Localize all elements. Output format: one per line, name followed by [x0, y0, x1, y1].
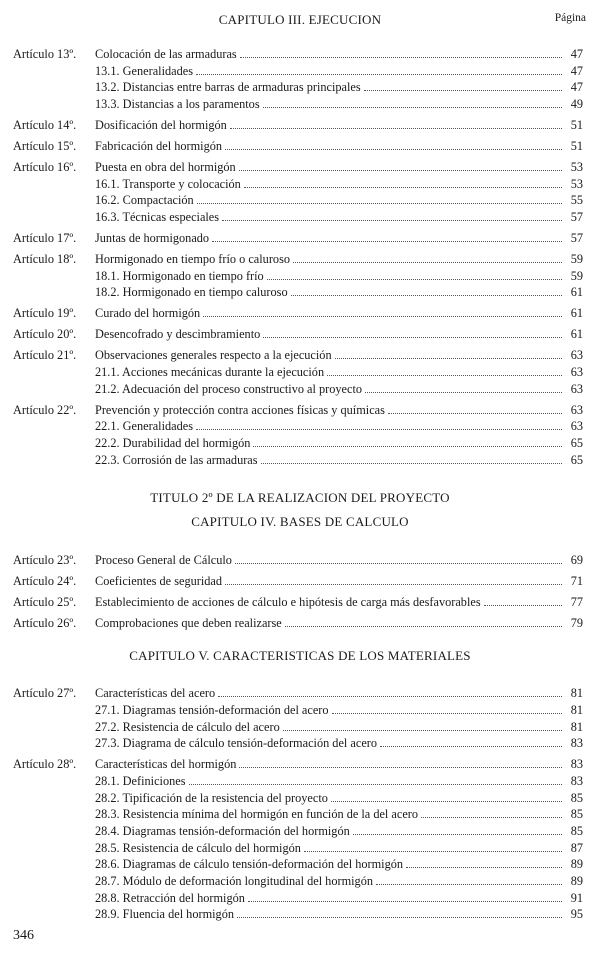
subentry-title: 18.1. Hormigonado en tiempo frío [95, 268, 264, 283]
toc-entry[interactable] [0, 756, 600, 773]
chapter-heading: CAPITULO III. EJECUCION [218, 12, 382, 27]
subentry-title: 21.2. Adecuación del proceso constructivo al proyecto [95, 381, 363, 396]
entry-title: Características del hormigón [95, 757, 237, 772]
dot-leader [196, 418, 562, 430]
article-number: Artículo 20º. [13, 327, 77, 342]
chapter-heading: CAPITULO IV. BASES DE CALCULO [191, 514, 409, 530]
subentry-title: 16.1. Transporte y colocación [95, 176, 241, 191]
dot-leader [239, 756, 562, 768]
entry-page: 63 [570, 402, 583, 417]
subentry-page: 63 [570, 419, 583, 434]
toc-article [0, 594, 600, 611]
toc-subentry[interactable] [0, 735, 600, 752]
entry-page: 61 [570, 327, 583, 342]
entry-title: Prevención y protección contra acciones físicas y químicas [95, 402, 385, 417]
toc-article [0, 305, 600, 322]
toc-subentry[interactable] [0, 702, 600, 719]
article-number: Artículo 19º. [13, 306, 77, 321]
dot-leader [239, 159, 562, 171]
dot-leader [225, 573, 562, 585]
dot-leader [388, 402, 562, 414]
subentry-title: 22.1. Generalidades [95, 419, 193, 434]
subentry-page: 81 [570, 719, 583, 734]
entry-page: 69 [570, 553, 583, 568]
article-number: Artículo 17º. [13, 231, 77, 246]
entry-page: 77 [570, 595, 583, 610]
toc-subentry[interactable] [0, 452, 600, 469]
entry-page: 53 [570, 160, 583, 175]
toc-article [0, 326, 600, 343]
subentry-page: 89 [570, 857, 583, 872]
chapter-heading: CAPITULO V. CARACTERISTICAS DE LOS MATERIALES [129, 648, 471, 664]
subentry-page: 47 [570, 63, 583, 78]
toc-entry[interactable] [0, 573, 600, 590]
toc-article [0, 615, 600, 632]
subentry-title: 28.1. Definiciones [95, 773, 186, 788]
subentry-page: 83 [570, 736, 583, 751]
subentry-page: 63 [570, 381, 583, 396]
subentry-page: 89 [570, 873, 583, 888]
dot-leader [235, 552, 562, 564]
toc-entry[interactable] [0, 159, 600, 176]
toc-article [0, 552, 600, 569]
entry-page: 57 [570, 231, 583, 246]
toc-article [0, 685, 600, 752]
entry-title: Fabricación del hormigón [95, 139, 223, 154]
subentry-page: 81 [570, 702, 583, 717]
dot-leader [196, 63, 562, 75]
toc-entry[interactable] [0, 552, 600, 569]
toc-subentry[interactable] [0, 840, 600, 857]
dot-leader [244, 176, 562, 188]
subentry-title: 27.1. Diagramas tensión-deformación del acero [95, 702, 329, 717]
dot-leader [376, 873, 562, 885]
subentry-title: 28.7. Módulo de deformación longitudinal del hormigón [95, 873, 374, 888]
dot-leader [332, 702, 562, 714]
article-number: Artículo 21º. [13, 348, 77, 363]
article-number: Artículo 14º. [13, 118, 77, 133]
dot-leader [248, 890, 562, 902]
page-column-label: Página [554, 12, 586, 24]
subentry-page: 85 [570, 790, 583, 805]
toc-article [0, 46, 600, 113]
article-number: Artículo 16º. [13, 160, 77, 175]
toc-entry[interactable] [0, 402, 600, 419]
subentry-title: 21.1. Acciones mecánicas durante la ejecución [95, 365, 325, 380]
subentry-title: 27.3. Diagrama de cálculo tensión-deformación del acero [95, 736, 378, 751]
entry-title: Desencofrado y descimbramiento [95, 327, 261, 342]
entry-page: 81 [570, 686, 583, 701]
dot-leader [225, 138, 562, 150]
toc-subentry[interactable] [0, 719, 600, 736]
entry-title: Hormigonado en tiempo frío o caluroso [95, 252, 290, 267]
toc-subentry[interactable] [0, 79, 600, 96]
chapter-heading: TITULO 2º DE LA REALIZACION DEL PROYECTO [150, 490, 450, 506]
subentry-title: 18.2. Hormigonado en tiempo caluroso [95, 285, 288, 300]
article-number: Artículo 15º. [13, 139, 77, 154]
article-number: Artículo 26º. [13, 616, 77, 631]
entry-title: Proceso General de Cálculo [95, 553, 232, 568]
subentry-page: 63 [570, 365, 583, 380]
entry-page: 51 [570, 118, 583, 133]
toc-subentry[interactable] [0, 284, 600, 301]
toc-section [0, 648, 600, 923]
toc-subentry[interactable] [0, 806, 600, 823]
subentry-title: 27.2. Resistencia de cálculo del acero [95, 719, 280, 734]
article-number: Artículo 23º. [13, 553, 77, 568]
dot-leader [364, 79, 562, 91]
toc-article [0, 159, 600, 226]
dot-leader [253, 435, 562, 447]
toc-entry[interactable] [0, 117, 600, 134]
dot-leader [267, 268, 562, 280]
toc-subentry[interactable] [0, 63, 600, 80]
toc-subentry[interactable] [0, 856, 600, 873]
subentry-title: 13.2. Distancias entre barras de armaduras principales [95, 80, 361, 95]
entry-title: Juntas de hormigonado [95, 231, 210, 246]
toc-subentry[interactable] [0, 873, 600, 890]
subentry-page: 57 [570, 210, 583, 225]
toc-subentry[interactable] [0, 823, 600, 840]
dot-leader [263, 96, 562, 108]
toc-subentry[interactable] [0, 192, 600, 209]
subentry-page: 87 [570, 840, 583, 855]
dot-leader [331, 790, 562, 802]
dot-leader [222, 209, 562, 221]
article-number: Artículo 18º. [13, 252, 77, 267]
toc-article [0, 347, 600, 397]
subentry-title: 22.2. Durabilidad del hormigón [95, 436, 251, 451]
dot-leader [365, 381, 562, 393]
subentry-page: 95 [570, 907, 583, 922]
dot-leader [261, 452, 562, 464]
toc-subentry[interactable] [0, 96, 600, 113]
dot-leader [484, 594, 562, 606]
dot-leader [203, 305, 562, 317]
toc-article [0, 251, 600, 301]
toc-subentry[interactable] [0, 364, 600, 381]
entry-title: Dosificación del hormigón [95, 118, 227, 133]
entry-title: Puesta en obra del hormigón [95, 160, 236, 175]
toc-article [0, 138, 600, 155]
entry-title: Colocación de las armaduras [95, 47, 237, 61]
subentry-page: 85 [570, 823, 583, 838]
entry-title: Características del acero [95, 686, 216, 701]
dot-leader [380, 735, 562, 747]
subentry-title: 28.4. Diagramas tensión-deformación del hormigón [95, 823, 350, 838]
toc-entry[interactable] [0, 230, 600, 247]
toc-entry[interactable] [0, 347, 600, 364]
toc-article [0, 230, 600, 247]
subentry-page: 65 [570, 452, 583, 467]
entry-title: Establecimiento de acciones de cálculo e hipótesis de carga más desfavorables [95, 595, 481, 610]
dot-leader [285, 615, 562, 627]
subentry-title: 16.3. Técnicas especiales [95, 210, 220, 225]
entry-title: Comprobaciones que deben realizarse [95, 616, 282, 631]
dot-leader [197, 192, 562, 204]
subentry-page: 47 [570, 80, 583, 95]
subentry-title: 28.9. Fluencia del hormigón [95, 907, 235, 922]
toc-subentry[interactable] [0, 176, 600, 193]
toc-article [0, 756, 600, 923]
toc-article [0, 573, 600, 590]
article-number: Artículo 13º. [13, 47, 77, 61]
subentry-page: 83 [570, 773, 583, 788]
entry-page: 59 [570, 252, 583, 267]
subentry-title: 16.2. Compactación [95, 193, 194, 208]
subentry-page: 55 [570, 193, 583, 208]
subentry-page: 85 [570, 807, 583, 822]
entry-page: 71 [570, 574, 583, 589]
toc-entry[interactable] [0, 326, 600, 343]
dot-leader [406, 856, 562, 868]
dot-leader [263, 326, 562, 338]
subentry-page: 91 [570, 890, 583, 905]
subentry-title: 22.3. Corrosión de las armaduras [95, 452, 258, 467]
toc-article [0, 402, 600, 469]
entry-page: 51 [570, 139, 583, 154]
subentry-page: 53 [570, 176, 583, 191]
toc-subentry[interactable] [0, 773, 600, 790]
article-number: Artículo 27º. [13, 686, 77, 701]
toc-subentry[interactable] [0, 268, 600, 285]
dot-leader [189, 773, 563, 785]
subentry-title: 28.6. Diagramas de cálculo tensión-deformación del hormigón [95, 857, 404, 872]
toc-entry[interactable] [0, 615, 600, 632]
subentry-title: 28.5. Resistencia de cálculo del hormigón [95, 840, 301, 855]
subentry-page: 61 [570, 285, 583, 300]
subentry-title: 28.3. Resistencia mínima del hormigón en función de la del acero [95, 807, 419, 822]
dot-leader [335, 347, 562, 359]
toc-subentry[interactable] [0, 381, 600, 398]
toc-entry[interactable] [0, 305, 600, 322]
subentry-page: 49 [570, 97, 583, 112]
article-number: Artículo 22º. [13, 402, 77, 417]
dot-leader [230, 117, 562, 129]
toc-subentry[interactable] [0, 906, 600, 923]
entry-page: 61 [570, 306, 583, 321]
page-number: 346 [13, 928, 34, 943]
entry-page: 83 [570, 757, 583, 772]
toc-article [0, 117, 600, 134]
dot-leader [353, 823, 562, 835]
toc-subentry[interactable] [0, 790, 600, 807]
entry-page: 47 [570, 47, 583, 61]
entry-page: 79 [570, 616, 583, 631]
toc-subentry[interactable] [0, 418, 600, 435]
dot-leader [304, 840, 562, 852]
dot-leader [212, 230, 562, 242]
subentry-title: 28.2. Tipificación de la resistencia del proyecto [95, 790, 328, 805]
subentry-page: 59 [570, 268, 583, 283]
article-number: Artículo 28º. [13, 757, 77, 772]
dot-leader [283, 719, 562, 731]
toc-entry[interactable] [0, 138, 600, 155]
dot-leader [240, 46, 562, 58]
toc-entry[interactable] [0, 251, 600, 268]
dot-leader [291, 284, 562, 296]
toc-subentry[interactable] [0, 435, 600, 452]
article-number: Artículo 25º. [13, 595, 77, 610]
dot-leader [421, 806, 562, 818]
toc-subentry[interactable] [0, 890, 600, 907]
subentry-title: 28.8. Retracción del hormigón [95, 890, 245, 905]
dot-leader [293, 251, 562, 263]
entry-title: Observaciones generales respecto a la ejecución [95, 348, 332, 363]
article-number: Artículo 24º. [13, 574, 77, 589]
toc-section [0, 12, 600, 468]
subentry-title: 13.1. Generalidades [95, 63, 193, 78]
entry-title: Coeficientes de seguridad [95, 574, 223, 589]
dot-leader [237, 906, 562, 918]
entry-title: Curado del hormigón [95, 306, 201, 321]
dot-leader [218, 685, 562, 697]
toc-entry[interactable] [0, 685, 600, 702]
toc-entry[interactable] [0, 594, 600, 611]
entry-page: 63 [570, 348, 583, 363]
dot-leader [327, 364, 562, 376]
toc-entry[interactable] [0, 46, 600, 63]
subentry-title: 13.3. Distancias a los paramentos [95, 97, 260, 112]
subentry-page: 65 [570, 436, 583, 451]
toc-subentry[interactable] [0, 209, 600, 226]
toc-section [0, 490, 600, 632]
